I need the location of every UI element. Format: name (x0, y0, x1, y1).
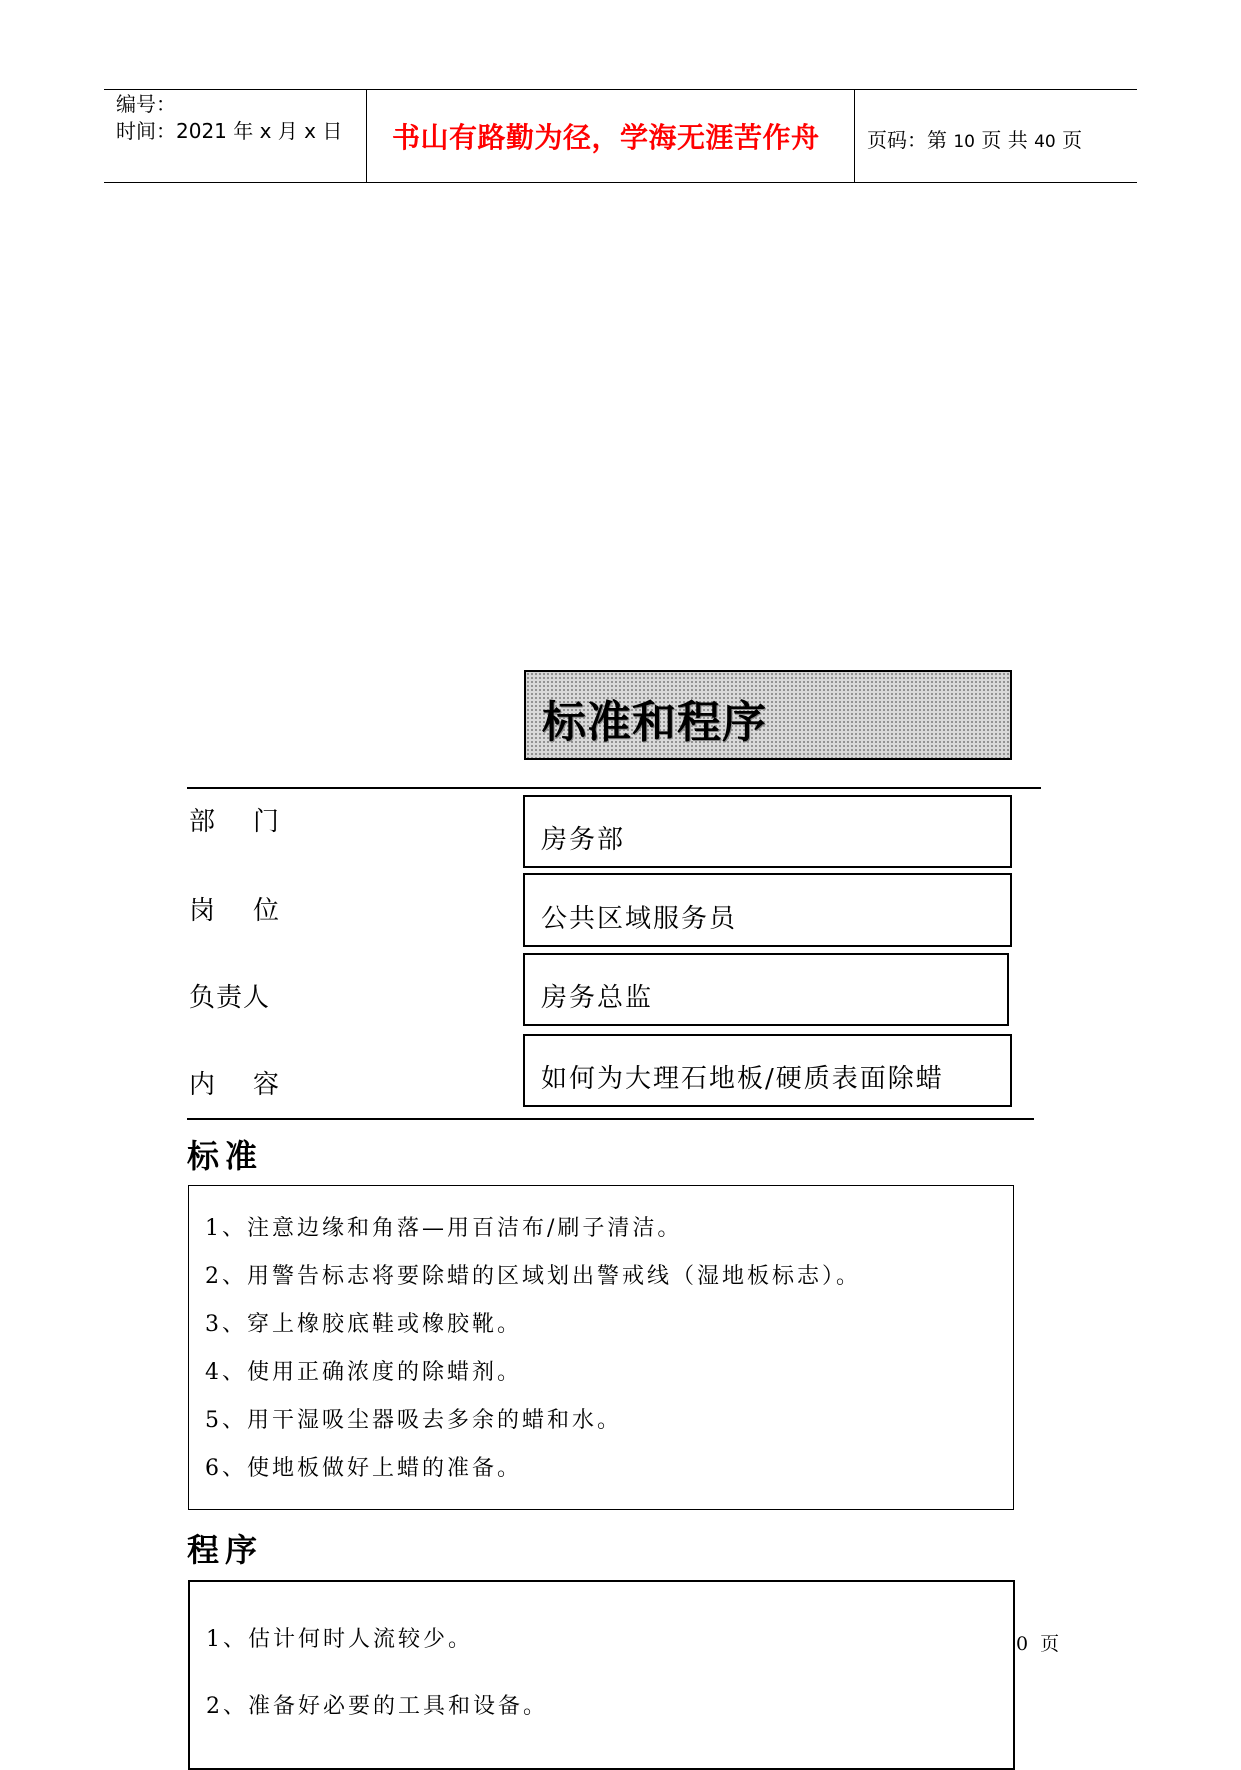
content-field (523, 1034, 1012, 1107)
header-divider-right (854, 89, 855, 183)
department-field (523, 795, 1012, 868)
procedures-item: 1、估计何时人流较少。 (206, 1627, 473, 1652)
page-suffix: 页 (1062, 128, 1083, 152)
fields-bottom-rule (187, 1118, 1034, 1120)
position-label: 岗 位 (189, 896, 281, 926)
document-title-box (524, 670, 1012, 760)
footer-page-fragment: 0 页 (1016, 1633, 1060, 1655)
page-mid: 页 共 (981, 128, 1028, 152)
document-title: 标准和程序 (542, 697, 767, 748)
standards-item: 6、使地板做好上蜡的准备。 (205, 1456, 522, 1481)
procedures-heading: 程序 (187, 1531, 264, 1569)
responsible-value: 房务总监 (541, 983, 654, 1013)
page-prefix: 页码：第 (867, 128, 947, 152)
procedures-box (188, 1580, 1015, 1770)
page-total: 40 (1034, 132, 1056, 152)
standards-box (188, 1185, 1014, 1510)
header-bottom-rule (104, 182, 1137, 183)
header-divider-left (366, 89, 367, 183)
standards-item: 1、注意边缘和角落—用百洁布/刷子清洁。 (205, 1216, 683, 1241)
header-number-label: 编号： (116, 92, 176, 116)
header-motto: 书山有路勤为径，学海无涯苦作舟 (392, 121, 820, 154)
header-page-info (867, 124, 1082, 153)
responsible-field (523, 953, 1009, 1026)
standards-item: 2、用警告标志将要除蜡的区域划出警戒线（湿地板标志）。 (205, 1264, 861, 1289)
standards-heading: 标准 (187, 1137, 264, 1175)
responsible-label: 负责人 (189, 983, 271, 1013)
page-current: 10 (953, 132, 975, 152)
procedures-item: 2、准备好必要的工具和设备。 (206, 1694, 548, 1719)
content-value: 如何为大理石地板/硬质表面除蜡 (541, 1064, 944, 1094)
department-label: 部 门 (189, 807, 281, 837)
position-field (523, 873, 1012, 947)
header-time-label: 时间：2021 年 x 月 x 日 (116, 119, 343, 143)
content-label: 内 容 (189, 1070, 281, 1100)
standards-item: 3、穿上橡胶底鞋或橡胶靴。 (205, 1312, 522, 1337)
standards-item: 4、使用正确浓度的除蜡剂。 (205, 1360, 522, 1385)
department-value: 房务部 (541, 825, 626, 855)
fields-top-rule (187, 787, 1041, 789)
standards-item: 5、用干湿吸尘器吸去多余的蜡和水。 (205, 1408, 622, 1433)
position-value: 公共区域服务员 (541, 904, 738, 934)
header-top-rule (104, 89, 1137, 90)
